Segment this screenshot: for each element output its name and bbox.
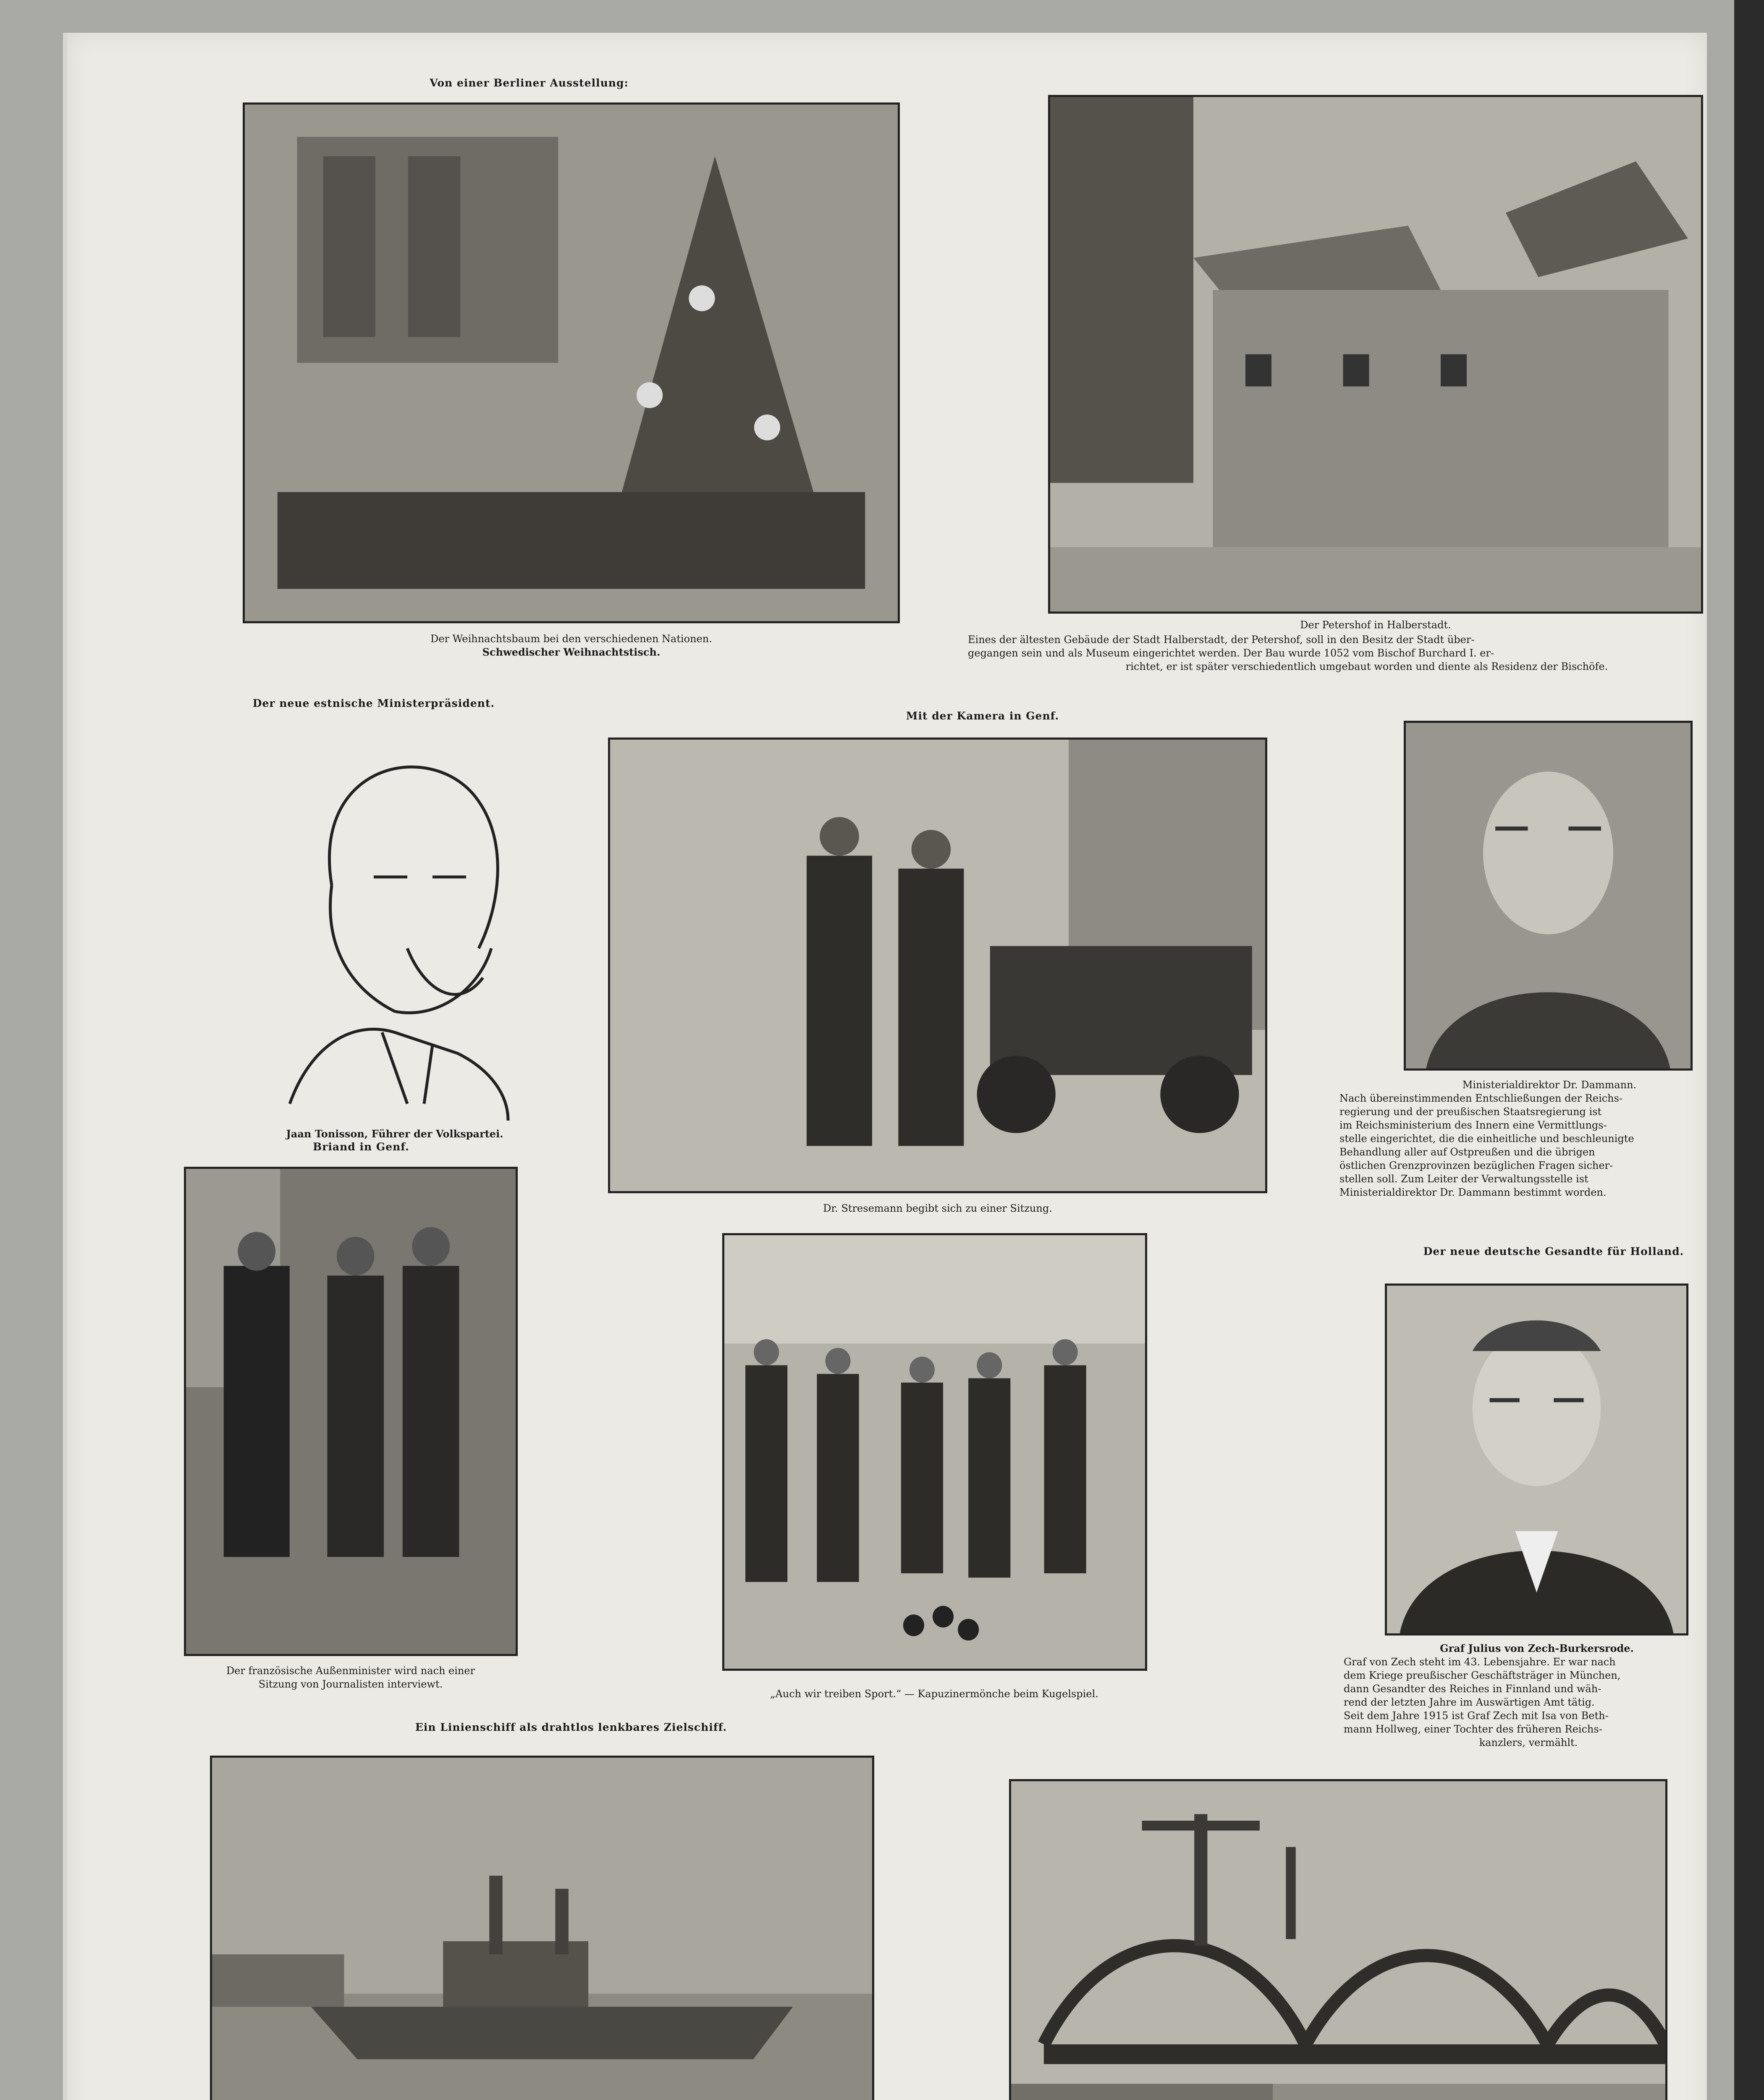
dammann-caption-line-6: östlichen Grenzprovinzen bezüglichen Fragen sicher- xyxy=(1339,1160,1613,1171)
dammann-caption-line-3: im Reichsministerium des Innern eine Vermittlungs- xyxy=(1339,1119,1607,1131)
ship-heading: Ein Linienschiff als drahtlos lenkbares Zielschiff. xyxy=(415,1721,727,1733)
dammann-caption-line-5: Behandlung aller auf Ostpreußen und die übrigen xyxy=(1339,1146,1595,1158)
tonisson-caption: Jaan Tonisson, Führer der Volkspartei. xyxy=(286,1128,503,1140)
zech-heading: Der neue deutsche Gesandte für Holland. xyxy=(1423,1245,1684,1257)
zaehringen-photo xyxy=(210,1756,874,2100)
zech-caption-line-5: Seit dem Jahre 1915 ist Graf Zech mit Isa von Beth- xyxy=(1344,1710,1609,1722)
dammann-caption-line-7: stellen soll. Zum Leiter der Verwaltungsstelle ist xyxy=(1339,1173,1588,1185)
briand-caption-line-1: Der französische Außenminister wird nach einer xyxy=(226,1665,475,1677)
tonisson-portrait-drawing xyxy=(248,717,550,1121)
newspaper-page xyxy=(63,33,1707,2100)
page-edge-right xyxy=(1734,0,1764,2100)
dammann-portrait xyxy=(1404,721,1693,1071)
berlin-caption-line-1: Der Weihnachtsbaum bei den verschiedenen Nationen. xyxy=(430,633,712,645)
briand-caption-line-2: Sitzung von Journalisten interviewt. xyxy=(258,1678,443,1690)
briand-photo xyxy=(184,1167,518,1656)
zech-portrait xyxy=(1385,1284,1688,1635)
zech-caption-line-2: dem Kriege preußischer Geschäftsträger in München, xyxy=(1344,1670,1621,1681)
dammann-caption-line-2: regierung und der preußischen Staatsregierung ist xyxy=(1339,1106,1602,1118)
petershof-caption-line-1: Eines der ältesten Gebäude der Stadt Halberstadt, der Petershof, soll in den Besitz der Stadt über- xyxy=(968,634,1475,646)
zech-caption-line-1: Graf von Zech steht im 43. Lebensjahre. Er war nach xyxy=(1344,1656,1616,1668)
dammann-caption-line-8: Ministerialdirektor Dr. Dammann bestimmt worden. xyxy=(1339,1186,1607,1198)
zech-caption-line-4: rend der letzten Jahre im Auswärtigen Amt tätig. xyxy=(1344,1696,1595,1708)
zech-caption-line-6: mann Hollweg, einer Tochter des früheren Reichs- xyxy=(1344,1723,1602,1735)
elbe-bridge-photo xyxy=(1009,1779,1667,2100)
stresemann-caption: Dr. Stresemann begibt sich zu einer Sitzung. xyxy=(823,1202,1052,1214)
christmas-table-photo xyxy=(243,102,900,623)
zech-caption-line-7: kanzlers, vermählt. xyxy=(1479,1737,1578,1748)
geneva-heading: Mit der Kamera in Genf. xyxy=(906,710,1059,722)
petershof-caption-line-3: richtet, er ist später verschiedentlich umgebaut worden und diente als Residenz der Bischöfe. xyxy=(1125,661,1608,672)
stresemann-photo xyxy=(608,738,1267,1193)
berlin-heading: Von einer Berliner Ausstellung: xyxy=(430,77,629,89)
petershof-photo xyxy=(1048,95,1703,614)
zech-caption-title: Graf Julius von Zech-Burkersrode. xyxy=(1440,1642,1634,1654)
petershof-caption-title: Der Petershof in Halberstadt. xyxy=(1300,619,1451,631)
berlin-caption-line-2: Schwedischer Weihnachtstisch. xyxy=(482,646,661,658)
dammann-caption-title: Ministerialdirektor Dr. Dammann. xyxy=(1462,1079,1637,1091)
monks-photo xyxy=(722,1233,1147,1671)
dammann-caption-line-4: stelle eingerichtet, die die einheitliche und beschleunigte xyxy=(1339,1133,1634,1144)
estonia-heading: Der neue estnische Ministerpräsident. xyxy=(252,697,495,709)
dammann-caption-line-1: Nach übereinstimmenden Entschließungen der Reichs- xyxy=(1339,1092,1623,1104)
zech-caption-line-3: dann Gesandter des Reiches in Finnland und wäh- xyxy=(1344,1683,1601,1695)
petershof-caption-line-2: gegangen sein und als Museum eingerichtet werden. Der Bau wurde 1052 vom Bischof Burchard I. er- xyxy=(968,647,1494,659)
briand-heading: Briand in Genf. xyxy=(313,1141,409,1153)
monks-caption: „Auch wir treiben Sport.“ — Kapuzinermönche beim Kugelspiel. xyxy=(770,1688,1098,1700)
